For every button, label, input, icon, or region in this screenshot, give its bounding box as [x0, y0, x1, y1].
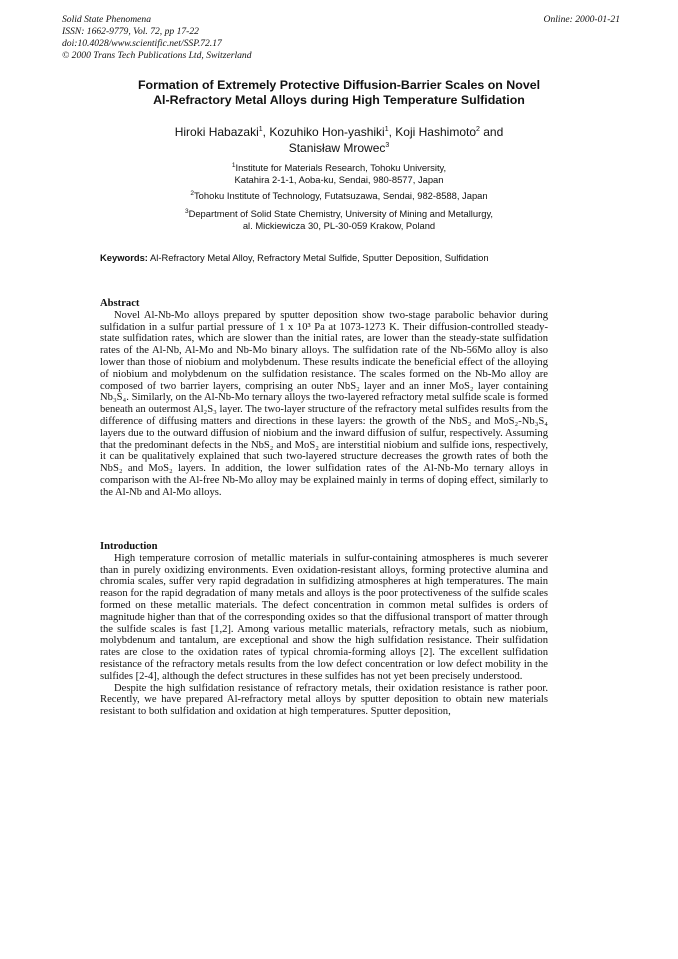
journal-name: Solid State Phenomena [62, 14, 151, 25]
journal-copyright: © 2000 Trans Tech Publications Ltd, Switzerland [62, 50, 252, 61]
introduction-heading: Introduction [100, 541, 158, 552]
author-2-affil: 1 [384, 126, 389, 133]
affiliation-3-line-1: Department of Solid State Chemistry, University of Mining and Metallurgy, [188, 208, 494, 219]
title-line-2: Al-Refractory Metal Alloys during High Temperature Sulfidation [153, 93, 525, 107]
author-3-affil: 2 [476, 126, 480, 133]
title-line-1: Formation of Extremely Protective Diffusion-Barrier Scales on Novel [137, 78, 541, 92]
author-2: Kozuhiko Hon-yashiki [269, 125, 385, 139]
introduction-paragraph-1: High temperature corrosion of metallic materials in sulfur-containing atmospheres is much severer than in purely oxidizing environments. Even oxidation-resistant alloys, forming protective alumina and chromia scales, suffer very rapid degradation in sulfidizing atmospheres at high temperatures. The main reason for the rapid degradation of many metals and alloys is the poor protectiveness of the sulfide scales formed on these metallic materials. The defect concentration in common metal sulfides is orders of magnitude higher than that of the corresponding oxides so that the diffusional transport of matter through the sulfide scales is fast [1,2]. Among various metallic materials, refractory metals, such as niobium, molybdenum and tantalum, are exceptional and show the high sulfidation resistance. Their sulfidation rates are close to the oxidation rates of typical chromia-forming alloys [2]. The excellent sulfidation resistance of the refractory metals results from the low defect concentration or low defect mobility in the sulfides [2-4], although the defect structures in these sulfides has not yet been precisely understood. [100, 552, 548, 682]
author-list [70, 124, 608, 156]
abstract-body: Novel Al-Nb-Mo alloys prepared by sputter deposition show two-stage parabolic behavior during sulfidation in a sulfur partial pressure of 1 x 10³ Pa at 1073-1273 K. Their diffusion-controlled steady-state sulfidation rates, which are slower than the initial rates, are lower than the steady-state sulfidation rates of the Al-Nb, Al-Mo and Nb-Mo binary alloys. The sulfidation rate of the Nb-56Mo alloy is also lower than those of niobium and molybdenum. These results indicate the beneficial effect of the alloying of niobium and molybdenum on the sulfidation resistance. The scales formed on the Nb-Mo alloy are composed of two barrier layers, comprising an outer NbS₂ layer and an inner MoS₂ layer containing Nb₃S₄. Similarly, on the Al-Nb-Mo ternary alloys the two-layered refractory metal sulfide scale is formed beneath an outermost Al₂S₃ layer. The two-layer structure of the refractory metal sulfides results from the difference of diffusing matters and directions in these layers: the growth of the NbS₂ and MoS₂-Nb₃S₄ layers due to the outward diffusion of niobium and the inward diffusion of sulfur, respectively. Assuming that the predominant defects in the NbS₂ and MoS₂ are interstitial niobium and sulfide ions, respectively, it can be qualitatively explained that such two-layered structure decreases the growth rates of both the NbS₂ and MoS₂ layers. In addition, the lower sulfidation rates of the Al-Nb-Mo ternary alloys in comparison with the Al-free Nb-Mo alloy may be explained mainly in terms of doping effect, similarly to the Al-Nb and Al-Mo alloys. [100, 309, 548, 498]
journal-issn: ISSN: 1662-9779, Vol. 72, pp 17-22 [62, 26, 199, 37]
author-1-affil: 1 [258, 126, 263, 133]
affiliation-2-line-1: Tohoku Institute of Technology, Futatsuzawa, Sendai, 982-8588, Japan [194, 190, 488, 201]
affiliation-2 [70, 188, 608, 202]
online-date: Online: 2000-01-21 [543, 14, 620, 25]
author-4: Stanisław Mrowec [288, 141, 386, 155]
author-1: Hiroki Habazaki [174, 125, 259, 139]
author-conjunction: and [479, 125, 504, 139]
affiliation-3-marker: 3 [184, 208, 189, 215]
introduction-paragraph-2: Despite the high sulfidation resistance of refractory metals, their oxidation resistance is rather poor. Recently, we have prepared Al-refractory metal alloys by sputter deposition to obtain new materials resistant to both sulfidation and oxidation at high temperatures. Sputter deposition, [100, 682, 548, 718]
author-separator: , [388, 125, 396, 139]
affiliation-2-marker: 2 [190, 190, 194, 197]
journal-header [62, 14, 252, 62]
keywords-line [100, 252, 489, 263]
paper-title [70, 78, 608, 108]
abstract-section [100, 298, 548, 499]
affiliation-1 [70, 160, 608, 185]
affiliation-3-line-2: al. Mickiewicza 30, PL-30-059 Krakow, Poland [242, 219, 436, 231]
journal-doi[interactable]: doi:10.4028/www.scientific.net/SSP.72.17 [62, 38, 222, 49]
author-3: Koji Hashimoto [395, 125, 476, 139]
introduction-section [100, 541, 548, 718]
affiliation-1-marker: 1 [231, 162, 236, 169]
affiliation-3 [70, 206, 608, 231]
affiliation-1-line-1: Institute for Materials Research, Tohoku University, [235, 162, 447, 173]
keywords-text: Al-Refractory Metal Alloy, Refractory Metal Sulfide, Sputter Deposition, Sulfidation [147, 252, 489, 263]
affiliation-1-line-2: Katahira 2-1-1, Aoba-ku, Sendai, 980-8577, Japan [234, 173, 444, 185]
abstract-heading: Abstract [100, 298, 140, 309]
author-separator: , [262, 125, 270, 139]
keywords-label: Keywords: [100, 252, 148, 263]
author-4-affil: 3 [385, 142, 390, 149]
